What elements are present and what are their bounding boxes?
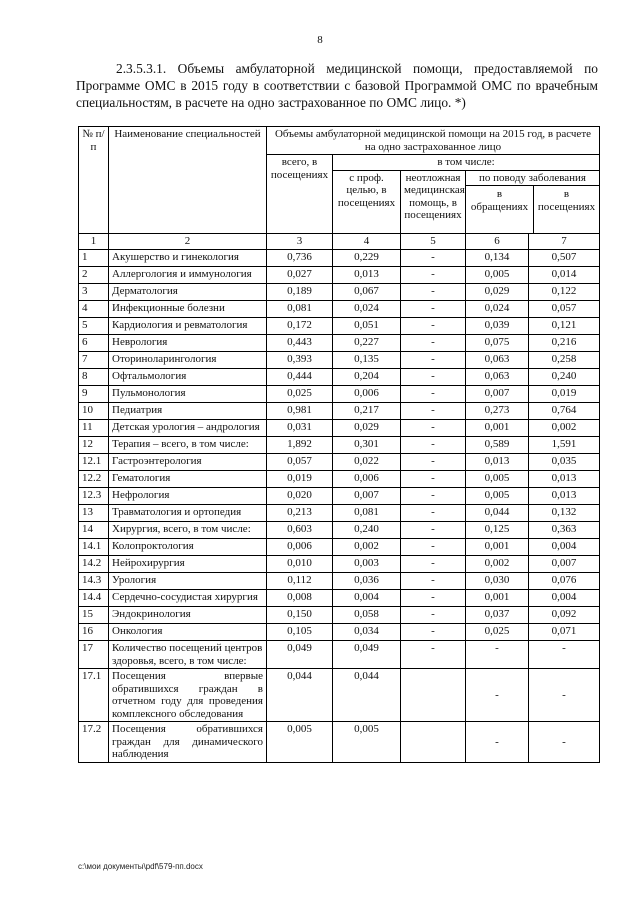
value-cell: 0,034 <box>333 624 401 641</box>
value-cell: 0,135 <box>333 352 401 369</box>
table-row <box>79 624 600 641</box>
value-cell: 0,024 <box>333 301 401 318</box>
specialty-name: Колопроктология <box>109 539 267 556</box>
specialty-name: Посещения обратившихся граждан для динамического наблюдения <box>109 722 267 763</box>
value-cell: 0,132 <box>529 505 600 522</box>
row-number: 13 <box>79 505 109 522</box>
row-number: 12 <box>79 437 109 454</box>
specialty-name: Травматология и ортопедия <box>109 505 267 522</box>
value-cell: 0,063 <box>466 352 529 369</box>
value-cell: 0,024 <box>466 301 529 318</box>
value-cell: 0,134 <box>466 250 529 267</box>
row-number: 17.1 <box>79 669 109 722</box>
section-heading: 2.3.5.3.1. Объемы амбулаторной медицинской помощи, предоставляемой по Программе ОМС в 2015 году в соответствии с базовой Программой ОМС по врачебным специальностям, в расчете на одно застрахованное по ОМС лицо. *) <box>76 61 598 110</box>
row-number: 2 <box>79 267 109 284</box>
specialty-name: Нейрохирургия <box>109 556 267 573</box>
value-cell: - <box>401 318 466 335</box>
value-cell: - <box>401 454 466 471</box>
value-cell: 0,003 <box>333 556 401 573</box>
value-cell: 0,217 <box>333 403 401 420</box>
value-cell: 0,029 <box>466 284 529 301</box>
value-cell: 0,039 <box>466 318 529 335</box>
header-prof: с проф. целью, в посещениях <box>333 170 401 234</box>
table-row <box>79 335 600 352</box>
value-cell: 0,125 <box>466 522 529 539</box>
value-cell: 0,019 <box>529 386 600 403</box>
value-cell: 0,075 <box>466 335 529 352</box>
table-row <box>79 471 600 488</box>
value-cell: - <box>401 403 466 420</box>
column-number: 7 <box>529 234 600 250</box>
value-cell: 0,006 <box>333 471 401 488</box>
row-number: 7 <box>79 352 109 369</box>
value-cell: 0,020 <box>267 488 333 505</box>
value-cell: - <box>401 505 466 522</box>
footer-file-path: c:\мои документы\pdf\579-пп.docx <box>78 862 203 871</box>
value-cell: 0,589 <box>466 437 529 454</box>
header-volumes: Объемы амбулаторной медицинской помощи на 2015 год, в расчете на одно застрахованное лицо <box>267 127 600 155</box>
column-number: 6 <box>466 234 529 250</box>
header-disease-group <box>466 170 600 234</box>
value-cell: - <box>401 301 466 318</box>
header-including: в том числе: <box>333 155 600 171</box>
value-cell: 0,027 <box>267 267 333 284</box>
value-cell: 0,001 <box>466 539 529 556</box>
row-number: 16 <box>79 624 109 641</box>
value-cell: 0,002 <box>466 556 529 573</box>
value-cell: 0,006 <box>333 386 401 403</box>
value-cell: - <box>529 722 600 763</box>
value-cell: 0,022 <box>333 454 401 471</box>
table-body <box>79 250 600 763</box>
specialty-name: Аллергология и иммунология <box>109 267 267 284</box>
value-cell: 0,013 <box>333 267 401 284</box>
value-cell: 0,081 <box>333 505 401 522</box>
row-number: 4 <box>79 301 109 318</box>
value-cell: - <box>401 573 466 590</box>
value-cell: 0,105 <box>267 624 333 641</box>
value-cell: 0,036 <box>333 573 401 590</box>
value-cell: - <box>401 267 466 284</box>
table-row <box>79 403 600 420</box>
table-row <box>79 641 600 669</box>
value-cell: 0,258 <box>529 352 600 369</box>
value-cell: 0,005 <box>333 722 401 763</box>
specialty-name: Нефрология <box>109 488 267 505</box>
specialty-name: Педиатрия <box>109 403 267 420</box>
value-cell: 0,764 <box>529 403 600 420</box>
row-number: 14.3 <box>79 573 109 590</box>
value-cell: 0,013 <box>466 454 529 471</box>
value-cell: 0,076 <box>529 573 600 590</box>
table-row <box>79 722 600 763</box>
specialty-name: Количество посещений центров здоровья, всего, в том числе: <box>109 641 267 669</box>
table-row <box>79 669 600 722</box>
header-visits: в посещениях <box>537 188 596 213</box>
value-cell: - <box>401 556 466 573</box>
value-cell: 0,067 <box>333 284 401 301</box>
value-cell: 0,005 <box>466 471 529 488</box>
specialty-name: Посещения впервые обратившихся граждан в отчетном году для проведения комплексного обследования <box>109 669 267 722</box>
table-row <box>79 573 600 590</box>
table-row <box>79 352 600 369</box>
value-cell: 0,014 <box>529 267 600 284</box>
value-cell: 0,006 <box>267 539 333 556</box>
value-cell: 0,058 <box>333 607 401 624</box>
value-cell: 0,189 <box>267 284 333 301</box>
specialty-name: Пульмонология <box>109 386 267 403</box>
header-disease: по поводу заболевания <box>466 171 599 187</box>
table-row <box>79 607 600 624</box>
value-cell: 0,301 <box>333 437 401 454</box>
column-number: 4 <box>333 234 401 250</box>
table-row <box>79 301 600 318</box>
value-cell: 0,029 <box>333 420 401 437</box>
value-cell <box>401 722 466 763</box>
value-cell: - <box>401 437 466 454</box>
value-cell: 0,981 <box>267 403 333 420</box>
value-cell: - <box>401 369 466 386</box>
value-cell: 0,005 <box>466 267 529 284</box>
value-cell: 0,150 <box>267 607 333 624</box>
table-row <box>79 522 600 539</box>
value-cell: - <box>401 352 466 369</box>
specialty-name: Офтальмология <box>109 369 267 386</box>
value-cell: 0,007 <box>466 386 529 403</box>
row-number: 5 <box>79 318 109 335</box>
value-cell: - <box>466 641 529 669</box>
row-number: 11 <box>79 420 109 437</box>
value-cell: 0,443 <box>267 335 333 352</box>
value-cell: 0,081 <box>267 301 333 318</box>
table-row <box>79 556 600 573</box>
specialty-name: Гематология <box>109 471 267 488</box>
value-cell: 0,013 <box>529 471 600 488</box>
row-number: 12.1 <box>79 454 109 471</box>
column-number: 5 <box>401 234 466 250</box>
table-row <box>79 590 600 607</box>
volumes-table <box>78 126 600 763</box>
value-cell: 0,204 <box>333 369 401 386</box>
row-number: 6 <box>79 335 109 352</box>
specialty-name: Оториноларингология <box>109 352 267 369</box>
value-cell: 0,005 <box>267 722 333 763</box>
column-number: 2 <box>109 234 267 250</box>
value-cell: 0,004 <box>529 590 600 607</box>
value-cell: 0,229 <box>333 250 401 267</box>
value-cell: 0,172 <box>267 318 333 335</box>
specialty-name: Инфекционные болезни <box>109 301 267 318</box>
value-cell: 0,008 <box>267 590 333 607</box>
value-cell: 0,035 <box>529 454 600 471</box>
value-cell: 0,444 <box>267 369 333 386</box>
value-cell: 0,019 <box>267 471 333 488</box>
value-cell: - <box>529 669 600 722</box>
page-number: 8 <box>317 34 323 46</box>
value-cell: 0,044 <box>466 505 529 522</box>
specialty-name: Сердечно-сосудистая хирургия <box>109 590 267 607</box>
header-urgent: неотложная медицинская помощь, в посещениях <box>401 170 466 234</box>
column-number: 3 <box>267 234 333 250</box>
value-cell: 0,736 <box>267 250 333 267</box>
value-cell: 0,025 <box>466 624 529 641</box>
row-number: 14 <box>79 522 109 539</box>
value-cell: 0,004 <box>333 590 401 607</box>
value-cell: 0,507 <box>529 250 600 267</box>
column-numbers-row <box>79 234 600 250</box>
table-row <box>79 369 600 386</box>
value-cell: 1,892 <box>267 437 333 454</box>
value-cell: 0,037 <box>466 607 529 624</box>
value-cell: 0,010 <box>267 556 333 573</box>
specialty-name: Терапия – всего, в том числе: <box>109 437 267 454</box>
value-cell: 0,240 <box>333 522 401 539</box>
row-number: 14.1 <box>79 539 109 556</box>
value-cell: 0,049 <box>267 641 333 669</box>
specialty-name: Онкология <box>109 624 267 641</box>
specialty-name: Кардиология и ревматология <box>109 318 267 335</box>
specialty-name: Акушерство и гинекология <box>109 250 267 267</box>
value-cell: 0,002 <box>529 420 600 437</box>
table-row <box>79 488 600 505</box>
header-appeals: в обращениях <box>466 186 534 233</box>
value-cell: - <box>401 335 466 352</box>
value-cell: - <box>401 522 466 539</box>
table-row <box>79 250 600 267</box>
value-cell: 0,004 <box>529 539 600 556</box>
value-cell: 0,044 <box>333 669 401 722</box>
table-row <box>79 539 600 556</box>
value-cell: 0,001 <box>466 420 529 437</box>
table-row <box>79 267 600 284</box>
value-cell: 0,044 <box>267 669 333 722</box>
value-cell: 0,001 <box>466 590 529 607</box>
value-cell: 0,216 <box>529 335 600 352</box>
header-name: Наименование специальностей <box>109 127 267 234</box>
table-row <box>79 420 600 437</box>
value-cell: 0,240 <box>529 369 600 386</box>
value-cell: 0,227 <box>333 335 401 352</box>
specialty-name: Дерматология <box>109 284 267 301</box>
value-cell: 0,122 <box>529 284 600 301</box>
row-number: 12.3 <box>79 488 109 505</box>
value-cell: 0,030 <box>466 573 529 590</box>
value-cell: 0,393 <box>267 352 333 369</box>
value-cell: - <box>401 641 466 669</box>
row-number: 10 <box>79 403 109 420</box>
value-cell: 0,071 <box>529 624 600 641</box>
table-row <box>79 505 600 522</box>
value-cell: 1,591 <box>529 437 600 454</box>
value-cell: 0,051 <box>333 318 401 335</box>
value-cell: 0,092 <box>529 607 600 624</box>
value-cell: - <box>466 722 529 763</box>
row-number: 12.2 <box>79 471 109 488</box>
value-cell: 0,007 <box>529 556 600 573</box>
value-cell: 0,049 <box>333 641 401 669</box>
value-cell: 0,007 <box>333 488 401 505</box>
specialty-name: Неврология <box>109 335 267 352</box>
row-number: 17.2 <box>79 722 109 763</box>
value-cell: - <box>401 471 466 488</box>
table-row <box>79 437 600 454</box>
row-number: 14.2 <box>79 556 109 573</box>
value-cell: 0,031 <box>267 420 333 437</box>
value-cell: 0,603 <box>267 522 333 539</box>
specialty-name: Хирургия, всего, в том числе: <box>109 522 267 539</box>
row-number: 14.4 <box>79 590 109 607</box>
value-cell: - <box>401 539 466 556</box>
value-cell: 0,002 <box>333 539 401 556</box>
value-cell: - <box>401 590 466 607</box>
value-cell <box>401 669 466 722</box>
header-num: № п/п <box>79 127 109 234</box>
specialty-name: Урология <box>109 573 267 590</box>
value-cell: 0,063 <box>466 369 529 386</box>
value-cell: 0,057 <box>529 301 600 318</box>
value-cell: 0,057 <box>267 454 333 471</box>
value-cell: - <box>529 641 600 669</box>
value-cell: - <box>401 488 466 505</box>
value-cell: 0,005 <box>466 488 529 505</box>
value-cell: - <box>401 624 466 641</box>
table-row <box>79 284 600 301</box>
table-row <box>79 318 600 335</box>
value-cell: - <box>401 284 466 301</box>
row-number: 9 <box>79 386 109 403</box>
value-cell: 0,213 <box>267 505 333 522</box>
value-cell: 0,273 <box>466 403 529 420</box>
value-cell: - <box>466 669 529 722</box>
row-number: 3 <box>79 284 109 301</box>
header-total: всего, в посещениях <box>267 155 333 234</box>
value-cell: - <box>401 250 466 267</box>
value-cell: - <box>401 420 466 437</box>
column-number: 1 <box>79 234 109 250</box>
value-cell: 0,013 <box>529 488 600 505</box>
value-cell: 0,121 <box>529 318 600 335</box>
row-number: 17 <box>79 641 109 669</box>
specialty-name: Гастроэнтерология <box>109 454 267 471</box>
value-cell: - <box>401 386 466 403</box>
table-row <box>79 386 600 403</box>
value-cell: 0,363 <box>529 522 600 539</box>
specialty-name: Детская урология – андрология <box>109 420 267 437</box>
row-number: 1 <box>79 250 109 267</box>
table-row <box>79 454 600 471</box>
row-number: 15 <box>79 607 109 624</box>
row-number: 8 <box>79 369 109 386</box>
value-cell: - <box>401 607 466 624</box>
value-cell: 0,025 <box>267 386 333 403</box>
specialty-name: Эндокринология <box>109 607 267 624</box>
value-cell: 0,112 <box>267 573 333 590</box>
